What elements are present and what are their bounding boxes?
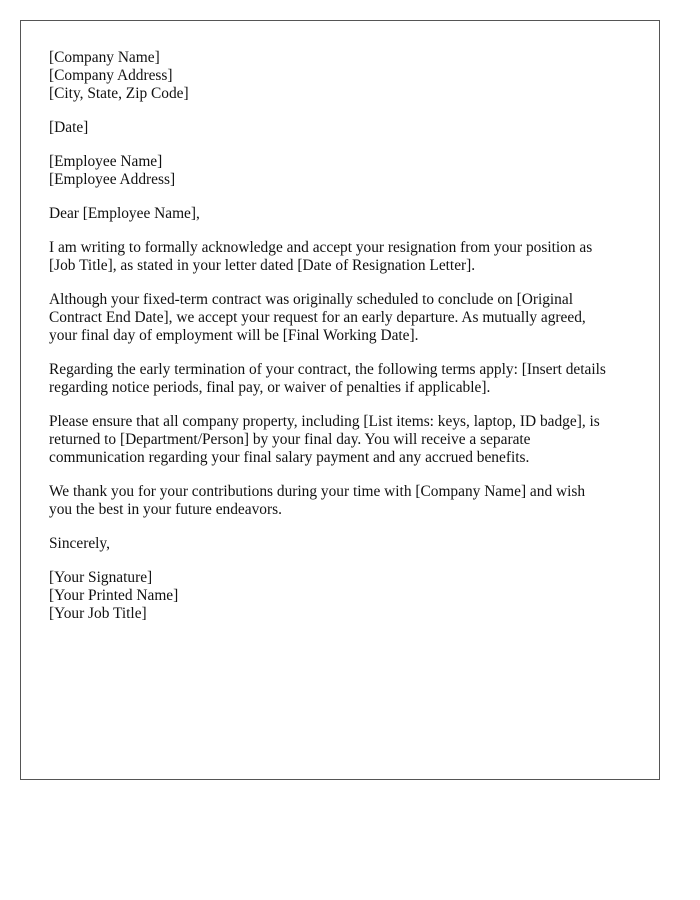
salutation-text: Dear [Employee Name], (49, 205, 200, 222)
employee-name: [Employee Name] (49, 153, 163, 170)
paragraph-line: regarding notice periods, final pay, or waiver of penalties if applicable]. (49, 379, 491, 396)
paragraph-line: We thank you for your contributions during your time with [Company Name] and wish (49, 483, 586, 500)
body-paragraph-5 (49, 483, 631, 519)
job-title: [Your Job Title] (49, 605, 147, 622)
signature-block (49, 569, 631, 623)
city-state-zip: [City, State, Zip Code] (49, 85, 189, 102)
paragraph-line: communication regarding your final salary payment and any accrued benefits. (49, 449, 530, 466)
paragraph-line: Please ensure that all company property, including [List items: keys, laptop, ID badge], is (49, 413, 600, 430)
paragraph-line: Regarding the early termination of your contract, the following terms apply: [Insert details (49, 361, 606, 378)
body-paragraph-1 (49, 239, 631, 275)
body-paragraph-4 (49, 413, 631, 467)
paragraph-line: Contract End Date], we accept your request for an early departure. As mutually agreed, (49, 309, 586, 326)
paragraph-line: [Job Title], as stated in your letter dated [Date of Resignation Letter]. (49, 257, 476, 274)
paragraph-line: Although your fixed-term contract was originally scheduled to conclude on [Original (49, 291, 573, 308)
salutation (49, 205, 631, 223)
company-name: [Company Name] (49, 49, 160, 66)
recipient-block (49, 153, 631, 189)
paragraph-line: I am writing to formally acknowledge and accept your resignation from your position as (49, 239, 593, 256)
paragraph-line: your final day of employment will be [Final Working Date]. (49, 327, 419, 344)
letter-date: [Date] (49, 119, 89, 136)
sender-block (49, 49, 631, 103)
closing (49, 535, 631, 553)
company-address: [Company Address] (49, 67, 173, 84)
paragraph-line: returned to [Department/Person] by your final day. You will receive a separate (49, 431, 531, 448)
body-paragraph-3 (49, 361, 631, 397)
printed-name: [Your Printed Name] (49, 587, 179, 604)
date-block (49, 119, 631, 137)
closing-text: Sincerely, (49, 535, 110, 552)
letter-page (20, 20, 660, 780)
body-paragraph-2 (49, 291, 631, 345)
signature-placeholder: [Your Signature] (49, 569, 153, 586)
paragraph-line: you the best in your future endeavors. (49, 501, 282, 518)
employee-address: [Employee Address] (49, 171, 176, 188)
